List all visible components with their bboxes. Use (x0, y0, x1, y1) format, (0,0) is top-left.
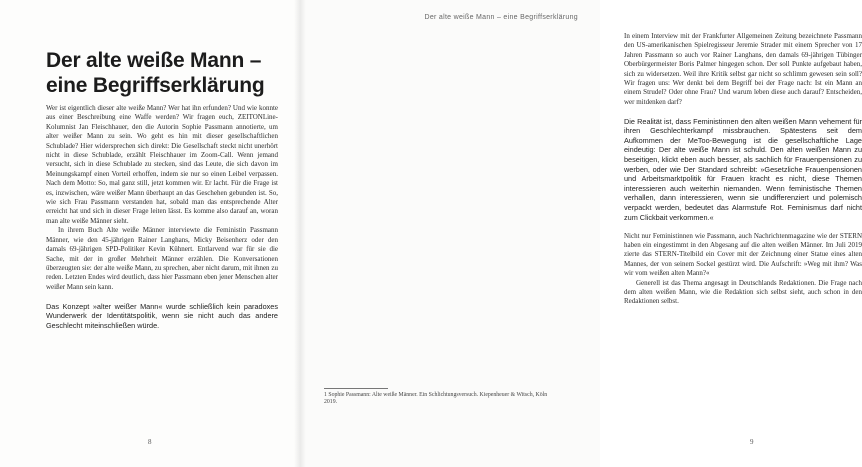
left-page (0, 0, 300, 467)
highlight-paragraph: Das Konzept »alter weißer Mann« wurde schließlich kein paradoxes Wunderwerk der Identitätspolitik, wenn sie nicht auch das andere Geschlecht miteinschließen würde. (46, 301, 278, 330)
footnote-rule (324, 388, 388, 389)
right-body-text (624, 32, 862, 307)
footnote: 1 Sophie Passmann: Alte weiße Männer. Ein Schlichtungsversuch. Kiepenheuer & Witsch, Köln 2019. (324, 392, 548, 406)
page-number: 8 (148, 438, 152, 446)
chapter-title: Der alte weiße Mann – eine Begriffserklärung (46, 49, 265, 97)
body-paragraph: Wer ist eigentlich dieser alte weiße Mann? Wer hat ihn erfunden? Und wie konnte aus einer Beschreibung eine Waffe werden? Wir fragen euch, ZEITONLine-Kolumnist Jan Fleischhauer, den die Autorin Sophie Passmann annotierte, um alter weißer Mann zu sein. Wo geht es hin mit dieser gesellschaftlichen Schublade? Hier widersprechen sich direkt: Die Gesellschaft steckt nicht unerhört nicht in diese Schublade, erzählt Fleischhauer im Zoom-Call. Wenn jemand versucht, sich in diese Schublade zu stecken, sind das Leute, die sich davon im Meinungskampf einen Vorteil erhoffen, indem sie nur so einen Leibel verpassen. Nach dem Motto: So, mal ganz still, jetzt kommen wir. Er lacht. Für die Frage ist es, inzwischen, wäre weißer Mann überhaupt an das Geschehen gebunden ist. So, wie sich Frau Passmann verstanden hat, sobald man das entsprechende Alter erreicht hat und sich in dieser Frage leiten lässt. Es komme also darauf an, woran man alte weiße Männer sieht. (46, 104, 278, 225)
body-paragraph: Nicht nur Feministinnen wie Passmann, auch Nachrichtenmagazine wie der STERN haben ein eingestimmt in den Abgesang auf die alten weißen Männer. Im Juli 2019 zierte das STERN-Titelbild ein Cover mit der Zeichnung einer Statue eines alten Mannes, der von seinem Sockel gestürzt wird. Die Aufschrift: »Weg mit ihm? Was wir vom weißen alten Mann?« (624, 231, 862, 278)
body-paragraph: Generell ist das Thema angesagt in Deutschlands Redaktionen. Die Frage nach dem alten weißen Mann, wie die Redaktion sich selbst sieht, auch schon in den Redaktionen selbst. (624, 278, 862, 306)
running-header: Der alte weiße Mann – eine Begriffserklärung (424, 14, 578, 21)
highlight-paragraph: Die Realität ist, dass Feministinnen den alten weißen Mann vehement für ihren Geschlechterkampf missbrauchen. Spätestens seit dem Aufkommen der MeToo-Bewegung ist die gesellschaftliche Lage eindeutig: Der alte weiße Mann ist schuld. Den alten weißen Mann zu beseitigen, klickt eben auch besser, als sachlich für Frauenpensionen zu werben, oder wie Der Standard schreibt: »Gesetzliche Frauenpensionen und Arbeitsmarktpolitik für Frauen kracht es nicht, diese Themen interessieren auch weiterhin niemanden. Wenn feministische Themen verhallen, dann interessieren, wenn sie undifferenziert und polemisch verpackt werden, bedeutet das Alarmstufe Rot. Feminismus darf nicht zum Clickbait verkommen.« (624, 116, 862, 222)
body-paragraph: In ihrem Buch Alte weiße Männer interviewte die Feministin Passmann Männer, wie den 45-jährigen Rainer Langhans, Micky Beisenherz oder den damals 69-jährigen SPD-Politiker Kevin Kühnert. Entlarvend war für sie die Sache, mit der in großer Mehrheit Männer erzählen. Die Konversationen überzeugten sie: der alte weiße Mann, zu sprechen, aber nicht darum, mit ihnen zu reden. Letzten Endes wird deutlich, dass hier Passmann eben jener Menschen alter weißer Mann sein kann. (46, 226, 278, 291)
body-paragraph: In einem Interview mit der Frankfurter Allgemeinen Zeitung bezeichnete Passmann den US-amerikanischen Spielregisseur Jeremie Strader mit einem Sprecher von 17 Jahren Passmann so auch vor Rainer Langhans, den damals 69-jährigen Tübinger Oberbürgermeister Boris Palmer hingegen schon. Der soll Punkte aufgebaut haben, sich zu widersetzen. Weil ihre Kritik selbst gar nicht so schlimm gewesen sein soll? Wir fragen uns: Wer denkt bei dem Begriff bei der Frage nach: Ist ein Mann an einem Strudel? Oder ohne Frau? Und warum leben diese auch darauf? Entscheiden, wer mitdenken darf? (624, 32, 862, 106)
book-gutter (294, 0, 306, 467)
left-body-text (46, 104, 278, 330)
page-number: 9 (750, 438, 754, 446)
